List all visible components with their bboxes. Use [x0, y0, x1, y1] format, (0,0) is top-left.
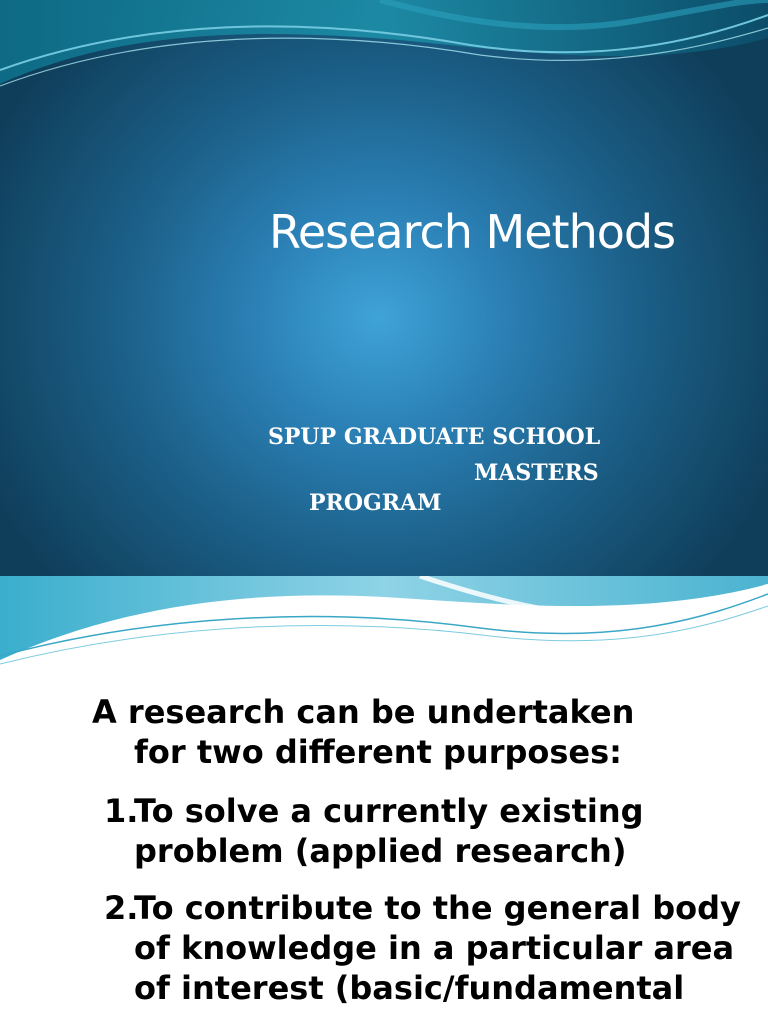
- list-item: [104, 888, 744, 1008]
- intro-line-2: for two different purposes:: [134, 733, 622, 771]
- content-slide: [0, 576, 768, 1024]
- subtitle-line-2: MASTERS: [474, 460, 599, 486]
- slide-title: Research Methods: [268, 205, 676, 259]
- list-item-text: To contribute to the general body of knowledge in a particular area of interest (basic/fundamental: [134, 889, 741, 1007]
- list-item-number: 2.: [104, 889, 139, 927]
- intro-line-1: A research can be undertaken: [92, 693, 635, 731]
- subtitle-line-1: SPUP GRADUATE SCHOOL: [268, 424, 601, 450]
- list-item-text: To solve a currently existing problem (applied research): [134, 792, 644, 870]
- list-item: [104, 791, 744, 871]
- list-item-number: 1.: [104, 792, 139, 830]
- wave-decoration-2: [0, 576, 768, 686]
- subtitle-line-3: PROGRAM: [309, 490, 442, 516]
- intro-text: [92, 692, 712, 772]
